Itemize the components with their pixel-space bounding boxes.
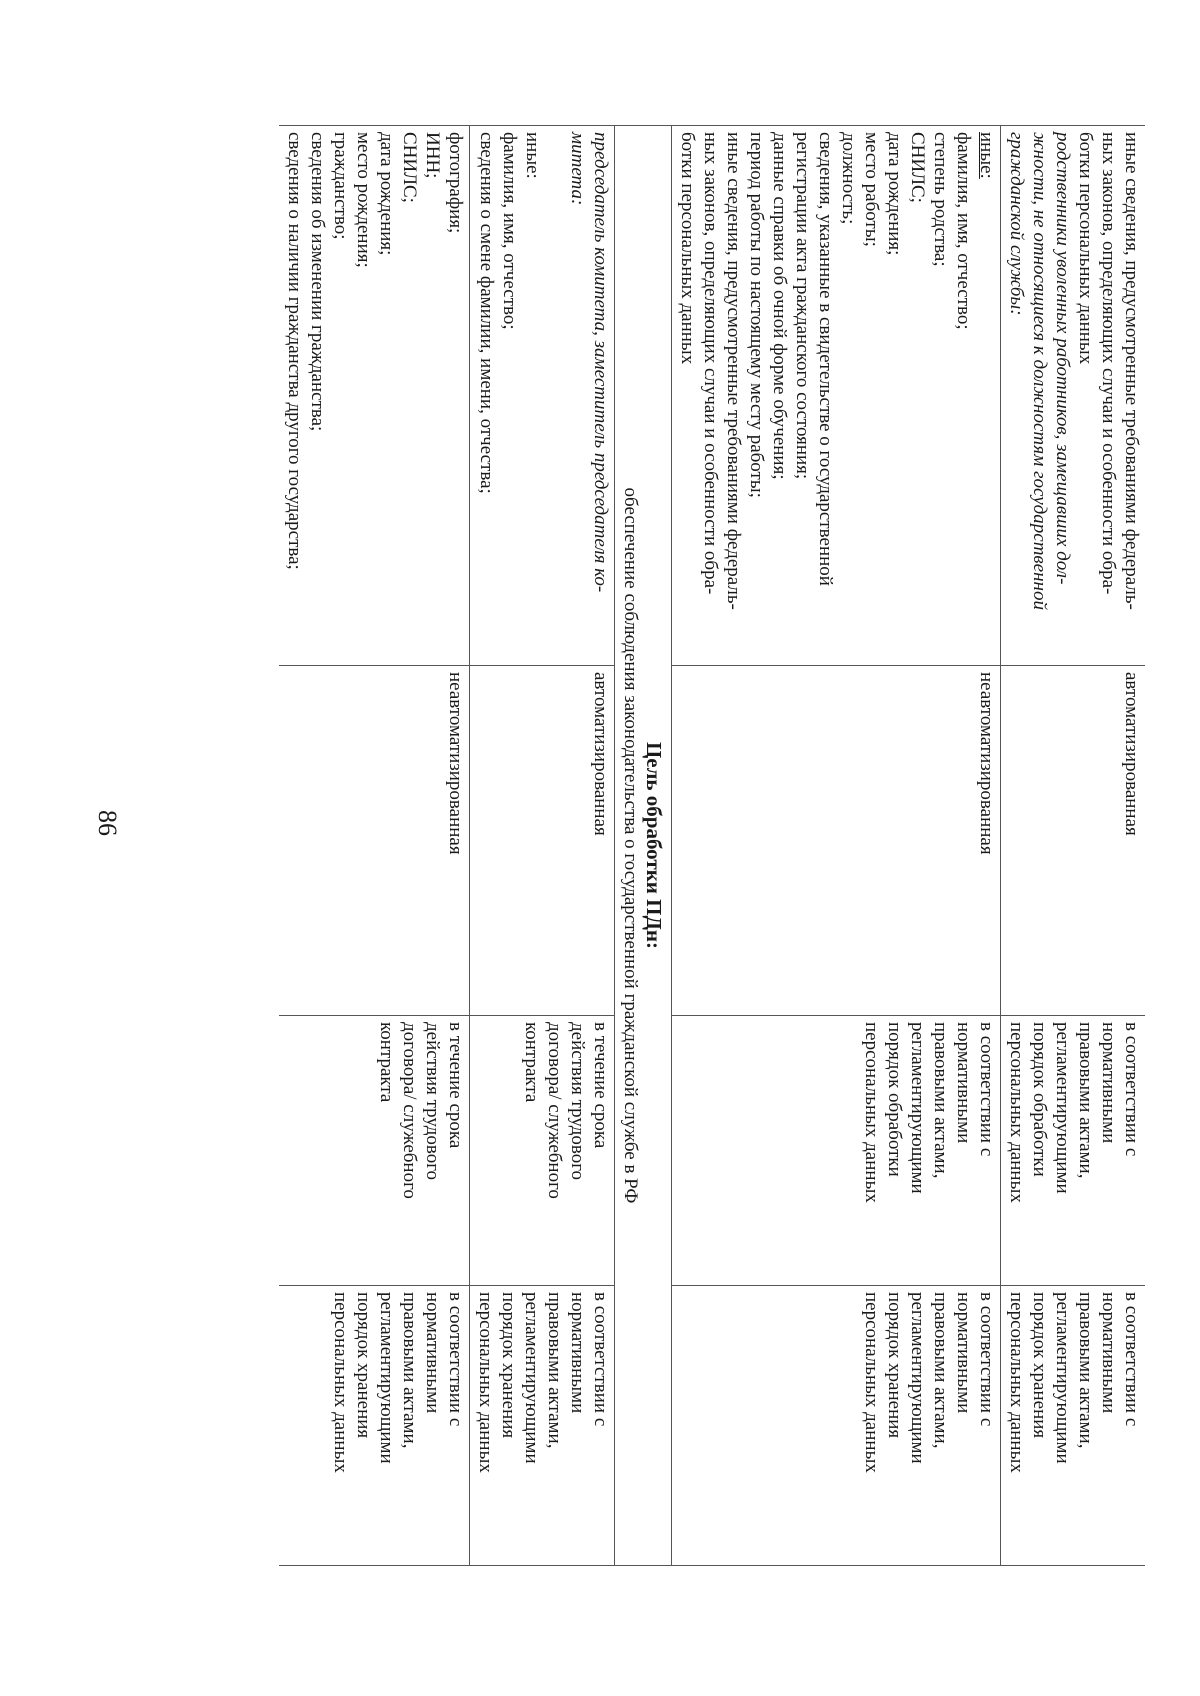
list-item: ных законов, определяющих случаи и особенности обра- [1098,132,1119,595]
table-row [672,126,1001,1566]
purpose-text: обеспечение соблюдения законодательства о государственной гражданской службе в РФ [620,487,641,1204]
purpose-title: Цель обработки ПДн: [642,741,666,950]
processing-method: неавтоматизированная [445,672,466,855]
storage-line: в соответствии с [445,1292,466,1427]
purpose-cell [615,126,672,1566]
table-row [470,126,615,1566]
storage-line: персональных данных [1006,1292,1027,1473]
term-line: контракта [521,1022,542,1103]
processing-method-cell [279,666,470,1016]
list-item: иные: [976,132,997,179]
storage-line: в соответствии с [1121,1292,1142,1427]
categories-cell [279,126,470,666]
categories-cell [470,126,615,666]
processing-method: автоматизированная [1121,672,1142,836]
processing-term-cell [1001,1016,1146,1286]
list-item: данные справки об очной форме обучения; [769,132,790,480]
list-item: гражданство; [330,132,351,240]
processing-method-cell [1001,666,1146,1016]
list-item: период работы по настоящему месту работы; [746,132,767,498]
storage-line: в соответствии с [976,1292,997,1427]
storage-line: правовыми актами, [399,1292,420,1449]
list-item: дата рождения; [376,132,397,256]
list-item: ботки персональных данных [1075,132,1096,365]
list-item: дата рождения; [884,132,905,256]
storage-term-cell [470,1286,615,1566]
processing-term-cell [672,1016,1001,1286]
list-item: фамилия, имя, отчество; [499,132,520,330]
term-line: регламентирующими [1052,1022,1073,1194]
term-line: контракта [376,1022,397,1103]
table-row [1001,126,1146,1566]
storage-line: нормативными [1098,1292,1119,1414]
list-item: ных законов, определяющих случаи и особенности обра- [700,132,721,595]
processing-method: автоматизированная [590,672,611,836]
storage-line: порядок хранения [353,1292,374,1439]
term-line: правовыми актами, [930,1022,951,1179]
storage-line: персональных данных [861,1292,882,1473]
list-item: фамилия, имя, отчество; [953,132,974,330]
list-item: сведения о наличии гражданства другого государства; [284,132,305,570]
term-line: персональных данных [1006,1022,1027,1203]
rotated-page-content [135,125,1145,1565]
categories-cell [672,126,1001,666]
storage-line: регламентирующими [1052,1292,1073,1464]
list-item: сведения, указанные в свидетельстве о государственной [815,132,836,586]
storage-line: правовыми актами, [1075,1292,1096,1449]
processing-method-cell [470,666,615,1016]
term-line: правовыми актами, [1075,1022,1096,1179]
list-item: сведения о смене фамилии, имени, отчества; [476,132,497,494]
storage-line: персональных данных [475,1292,496,1473]
term-line: договора/ служебного [399,1022,420,1199]
storage-term-cell [279,1286,470,1566]
term-line: действия трудового [422,1022,443,1181]
storage-line: порядок хранения [498,1292,519,1439]
storage-line: регламентирующими [907,1292,928,1464]
list-item: ботки персональных данных [677,132,698,365]
storage-line: нормативными [567,1292,588,1414]
term-line: персональных данных [861,1022,882,1203]
term-line: нормативными [1098,1022,1119,1144]
storage-line: нормативными [422,1292,443,1414]
storage-line: в соответствии с [590,1292,611,1427]
list-item: иные сведения, предусмотренные требованиями федераль- [1121,132,1142,610]
term-line: в течение срока [445,1022,466,1149]
list-item: ИНН; [422,132,443,179]
list-item: место работы; [861,132,882,247]
storage-line: правовыми актами, [544,1292,565,1449]
subject-group: митета: [567,132,588,206]
list-item: иные сведения, предусмотренные требованиями федераль- [723,132,744,610]
list-item: должность; [838,132,859,225]
term-line: в соответствии с [976,1022,997,1157]
list-item: место рождения; [353,132,374,268]
list-item: иные: [522,132,543,179]
term-line: в течение срока [590,1022,611,1149]
term-line: порядок обработки [1029,1022,1050,1177]
categories-cell [1001,126,1146,666]
subject-group: родственники уволенных работников, замещавших дол- [1052,132,1073,585]
list-item: степень родства; [930,132,951,267]
storage-line: порядок хранения [1029,1292,1050,1439]
term-line: действия трудового [567,1022,588,1181]
personal-data-table [279,125,1145,1566]
term-line: порядок обработки [884,1022,905,1177]
storage-line: правовыми актами, [930,1292,951,1449]
processing-method: неавтоматизированная [976,672,997,855]
term-line: в соответствии с [1121,1022,1142,1157]
term-line: договора/ служебного [544,1022,565,1199]
storage-line: персональных данных [330,1292,351,1473]
storage-line: порядок хранения [884,1292,905,1439]
processing-term-cell [279,1016,470,1286]
list-item: фотография; [445,132,466,234]
subject-group: гражданской службы: [1006,132,1027,316]
subject-group: председатель комитета, заместитель председателя ко- [590,132,611,593]
storage-line: регламентирующими [521,1292,542,1464]
storage-line: регламентирующими [376,1292,397,1464]
list-item: сведения об изменении гражданства; [307,132,328,432]
list-item: СНИЛС; [399,132,420,203]
term-line: регламентирующими [907,1022,928,1194]
term-line: нормативными [953,1022,974,1144]
processing-method-cell [672,666,1001,1016]
table-row [279,126,470,1566]
list-item: СНИЛС; [907,132,928,203]
purpose-row [615,126,672,1566]
list-item: регистрации акта гражданского состояния; [792,132,813,480]
storage-term-cell [672,1286,1001,1566]
processing-term-cell [470,1016,615,1286]
subject-group: жности, не относящиеся к должностям государственной [1029,132,1050,610]
storage-line: нормативными [953,1292,974,1414]
storage-term-cell [1001,1286,1146,1566]
page-number: 86 [93,810,122,836]
